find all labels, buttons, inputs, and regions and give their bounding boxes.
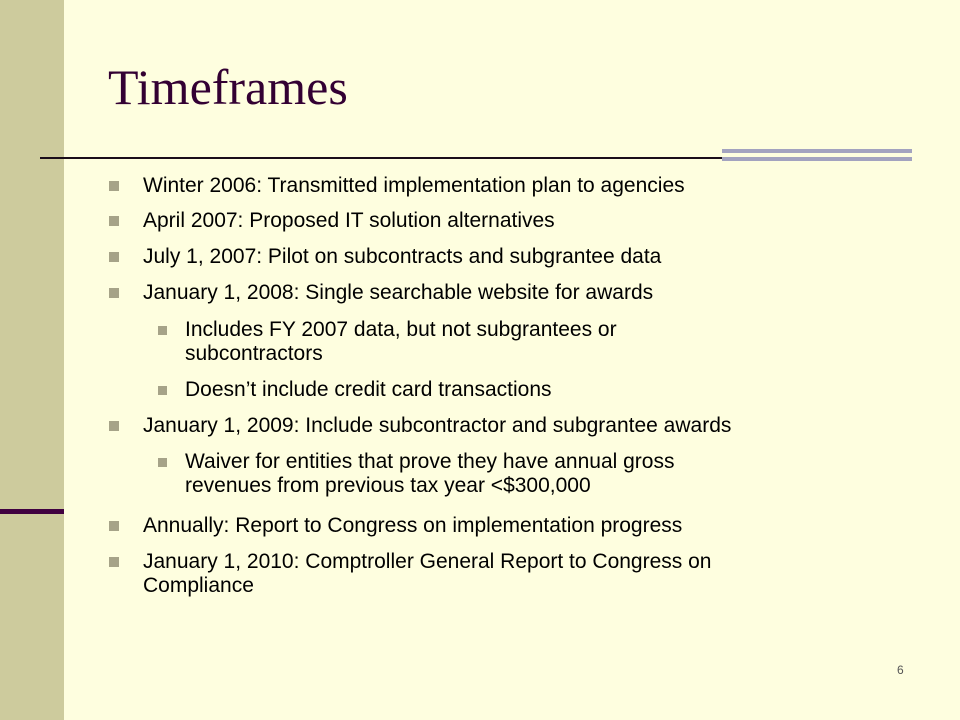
bullet-line: Annually: Report to Congress on implementation progress xyxy=(143,514,683,537)
left-decorative-band xyxy=(0,0,64,720)
title-underline-accent xyxy=(722,149,912,165)
bullet-item xyxy=(143,209,555,233)
bullet-line: January 1, 2010: Comptroller General Report to Congress on xyxy=(143,550,712,573)
sub-bullet-item xyxy=(185,318,617,366)
square-bullet-icon xyxy=(158,386,167,395)
left-band-accent xyxy=(0,509,64,514)
bullet-item xyxy=(143,414,731,438)
bullet-item xyxy=(143,174,685,198)
square-bullet-icon xyxy=(109,252,119,262)
square-bullet-icon xyxy=(109,288,119,298)
bullet-item xyxy=(143,245,661,269)
bullet-line: Winter 2006: Transmitted implementation plan to agencies xyxy=(143,174,685,197)
page-number: 6 xyxy=(897,663,904,677)
bullet-line: Waiver for entities that prove they have annual gross xyxy=(185,450,675,473)
square-bullet-icon xyxy=(109,421,119,431)
square-bullet-icon xyxy=(109,521,119,531)
slide-title: Timeframes xyxy=(108,59,348,115)
bullet-line: April 2007: Proposed IT solution alternatives xyxy=(143,209,555,232)
square-bullet-icon xyxy=(109,557,119,567)
bullet-line: Doesn’t include credit card transactions xyxy=(185,378,552,401)
bullet-line: Includes FY 2007 data, but not subgrantees or xyxy=(185,318,617,341)
bullet-line: Compliance xyxy=(143,574,254,597)
bullet-item xyxy=(143,281,653,305)
bullet-line: July 1, 2007: Pilot on subcontracts and subgrantee data xyxy=(143,245,662,268)
bullet-line: subcontractors xyxy=(185,342,323,365)
square-bullet-icon xyxy=(109,181,119,191)
sub-bullet-item xyxy=(185,450,674,498)
square-bullet-icon xyxy=(109,216,119,226)
bullet-line: revenues from previous tax year <$300,000 xyxy=(185,474,591,497)
bullet-line: January 1, 2008: Single searchable website for awards xyxy=(143,281,654,304)
sub-bullet-item xyxy=(185,378,552,402)
bullet-item xyxy=(143,550,711,598)
bullet-line: January 1, 2009: Include subcontractor and subgrantee awards xyxy=(143,414,732,437)
bullet-item xyxy=(143,514,682,538)
square-bullet-icon xyxy=(158,326,167,335)
square-bullet-icon xyxy=(158,458,167,467)
